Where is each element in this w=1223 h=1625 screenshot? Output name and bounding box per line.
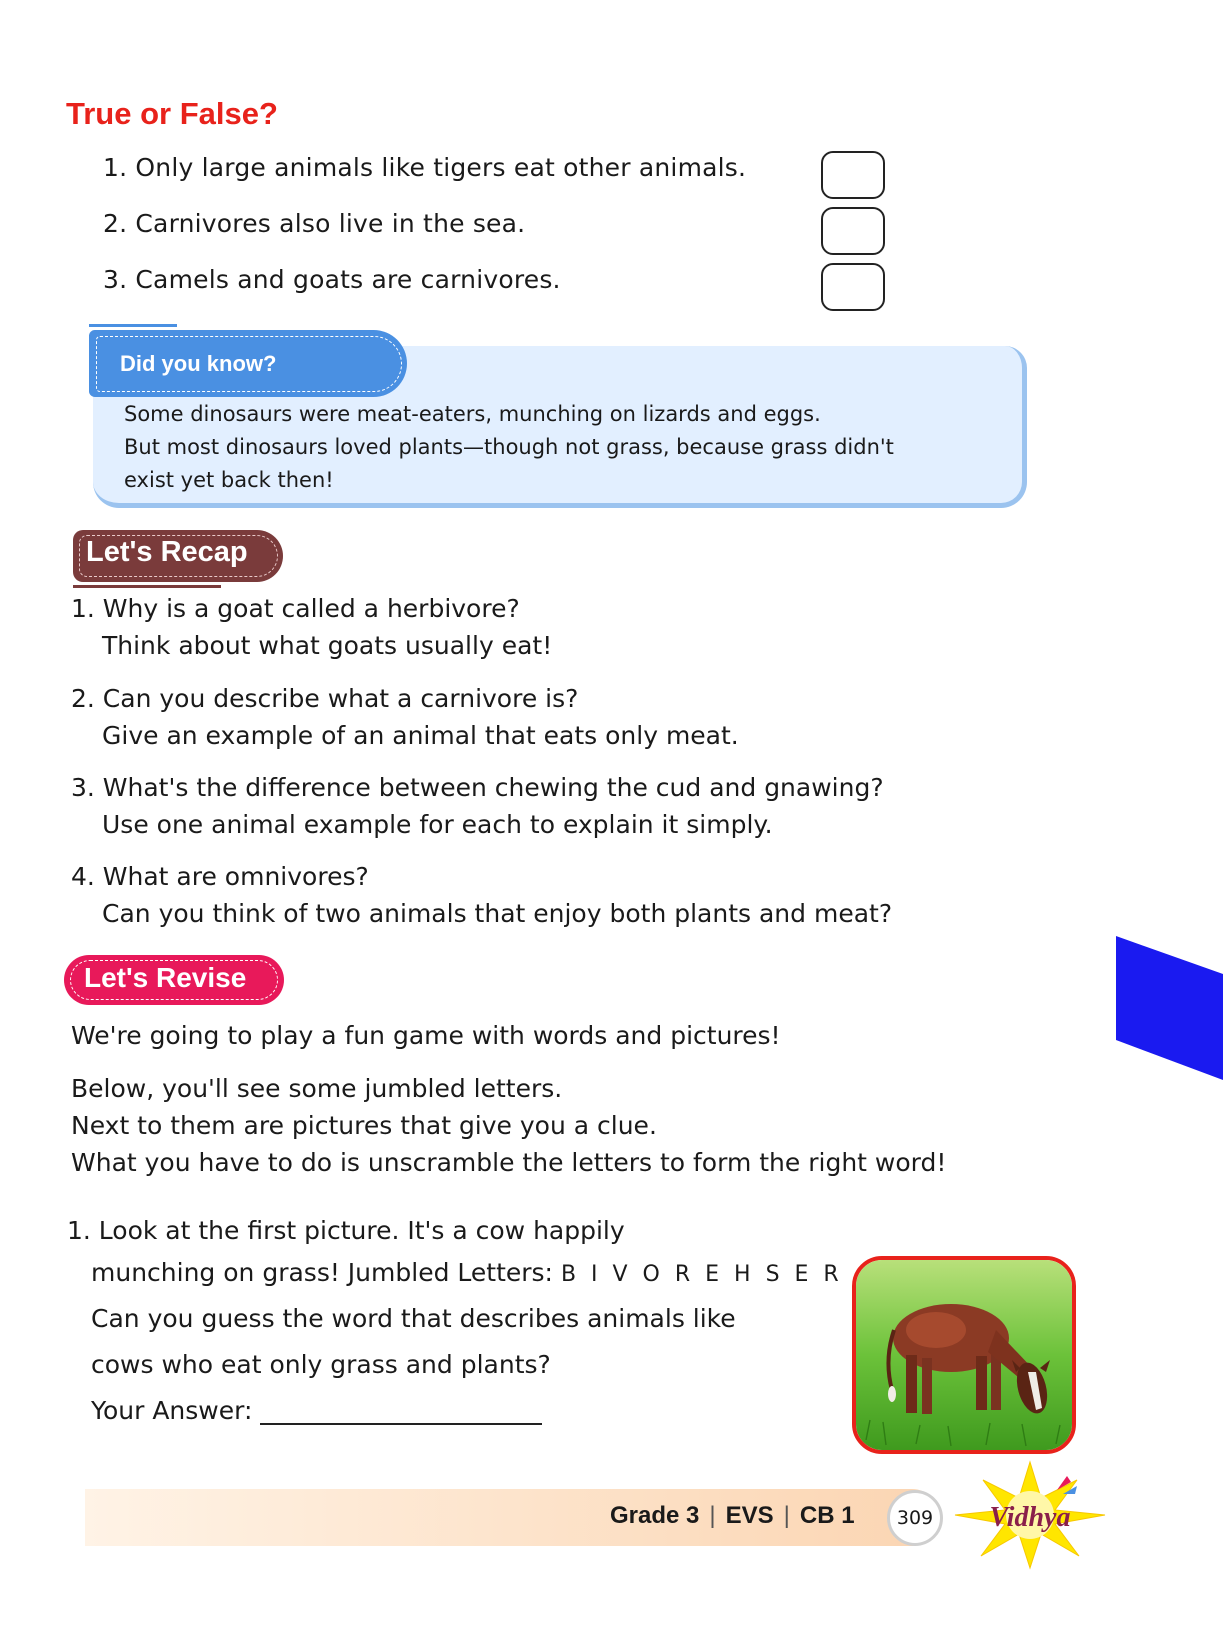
cow-question-line-4: cows who eat only grass and plants? xyxy=(91,1350,551,1379)
answer-box-1[interactable] xyxy=(821,151,885,199)
cow-question-line-3: Can you guess the word that describes animals like xyxy=(91,1304,736,1333)
true-false-item-3: 3. Camels and goats are carnivores. xyxy=(103,265,561,294)
true-false-item-2: 2. Carnivores also live in the sea. xyxy=(103,209,526,238)
cow-question-line-2 xyxy=(91,1258,843,1287)
revise-line-1: Below, you'll see some jumbled letters. xyxy=(71,1074,563,1103)
footer-separator-1: | xyxy=(709,1502,716,1529)
recap-question-1-text: 1. Why is a goat called a herbivore? xyxy=(71,594,520,623)
chapter-side-tab xyxy=(1116,936,1223,1080)
revise-heading: Let's Revise xyxy=(84,962,247,993)
recap-question-1-hint: Think about what goats usually eat! xyxy=(102,631,553,660)
did-you-know-label: Did you know? xyxy=(120,351,277,376)
recap-question-4 xyxy=(71,858,892,932)
revise-instructions xyxy=(71,1070,946,1181)
footer-subject: EVS xyxy=(725,1502,774,1529)
did-you-know-line-1: Some dinosaurs were meat-eaters, munching on lizards and eggs. xyxy=(124,402,821,426)
answer-box-2[interactable] xyxy=(821,207,885,255)
cow-question-line-2-text: munching on grass! Jumbled Letters: xyxy=(91,1258,553,1287)
did-you-know-accent-line xyxy=(89,324,177,327)
recap-question-1 xyxy=(71,590,552,664)
cow-grazing-illustration xyxy=(856,1260,1072,1450)
true-false-item-1: 1. Only large animals like tigers eat other animals. xyxy=(103,153,747,182)
recap-underline xyxy=(73,585,221,588)
cow-question-line-1: 1. Look at the first picture. It's a cow happily xyxy=(67,1216,625,1245)
cow-picture xyxy=(852,1256,1076,1454)
answer-box-3[interactable] xyxy=(821,263,885,311)
did-you-know-text xyxy=(124,398,1004,497)
revise-intro: We're going to play a fun game with words and pictures! xyxy=(71,1021,781,1050)
recap-question-2 xyxy=(71,680,739,754)
footer-book: CB 1 xyxy=(799,1502,855,1529)
vidhya-logo-text: Vidhya xyxy=(989,1502,1071,1533)
page-number: 309 xyxy=(887,1490,943,1546)
answer-label: Your Answer: xyxy=(91,1396,253,1425)
recap-question-2-text: 2. Can you describe what a carnivore is? xyxy=(71,684,579,713)
did-you-know-line-3: exist yet back then! xyxy=(124,468,334,492)
jumbled-letters: B I V O R E H S E R xyxy=(560,1262,843,1287)
vidhya-logo xyxy=(945,1460,1115,1570)
revise-line-3: What you have to do is unscramble the letters to form the right word! xyxy=(71,1148,947,1177)
recap-question-2-hint: Give an example of an animal that eats only meat. xyxy=(102,721,739,750)
recap-question-3-text: 3. What's the difference between chewing the cud and gnawing? xyxy=(71,773,884,802)
answer-row xyxy=(91,1396,542,1425)
footer-book-info xyxy=(610,1502,855,1530)
recap-question-4-text: 4. What are omnivores? xyxy=(71,862,369,891)
did-you-know-line-2: But most dinosaurs loved plants—though not grass, because grass didn't xyxy=(124,435,894,459)
revise-line-2: Next to them are pictures that give you a clue. xyxy=(71,1111,657,1140)
true-false-title: True or False? xyxy=(66,96,278,131)
answer-input-line[interactable] xyxy=(260,1397,542,1425)
recap-heading: Let's Recap xyxy=(86,536,248,568)
recap-question-3 xyxy=(71,769,884,843)
footer-separator-2: | xyxy=(783,1502,790,1529)
recap-question-4-hint: Can you think of two animals that enjoy both plants and meat? xyxy=(102,899,893,928)
recap-question-3-hint: Use one animal example for each to explain it simply. xyxy=(102,810,773,839)
footer-grade: Grade 3 xyxy=(610,1502,700,1529)
